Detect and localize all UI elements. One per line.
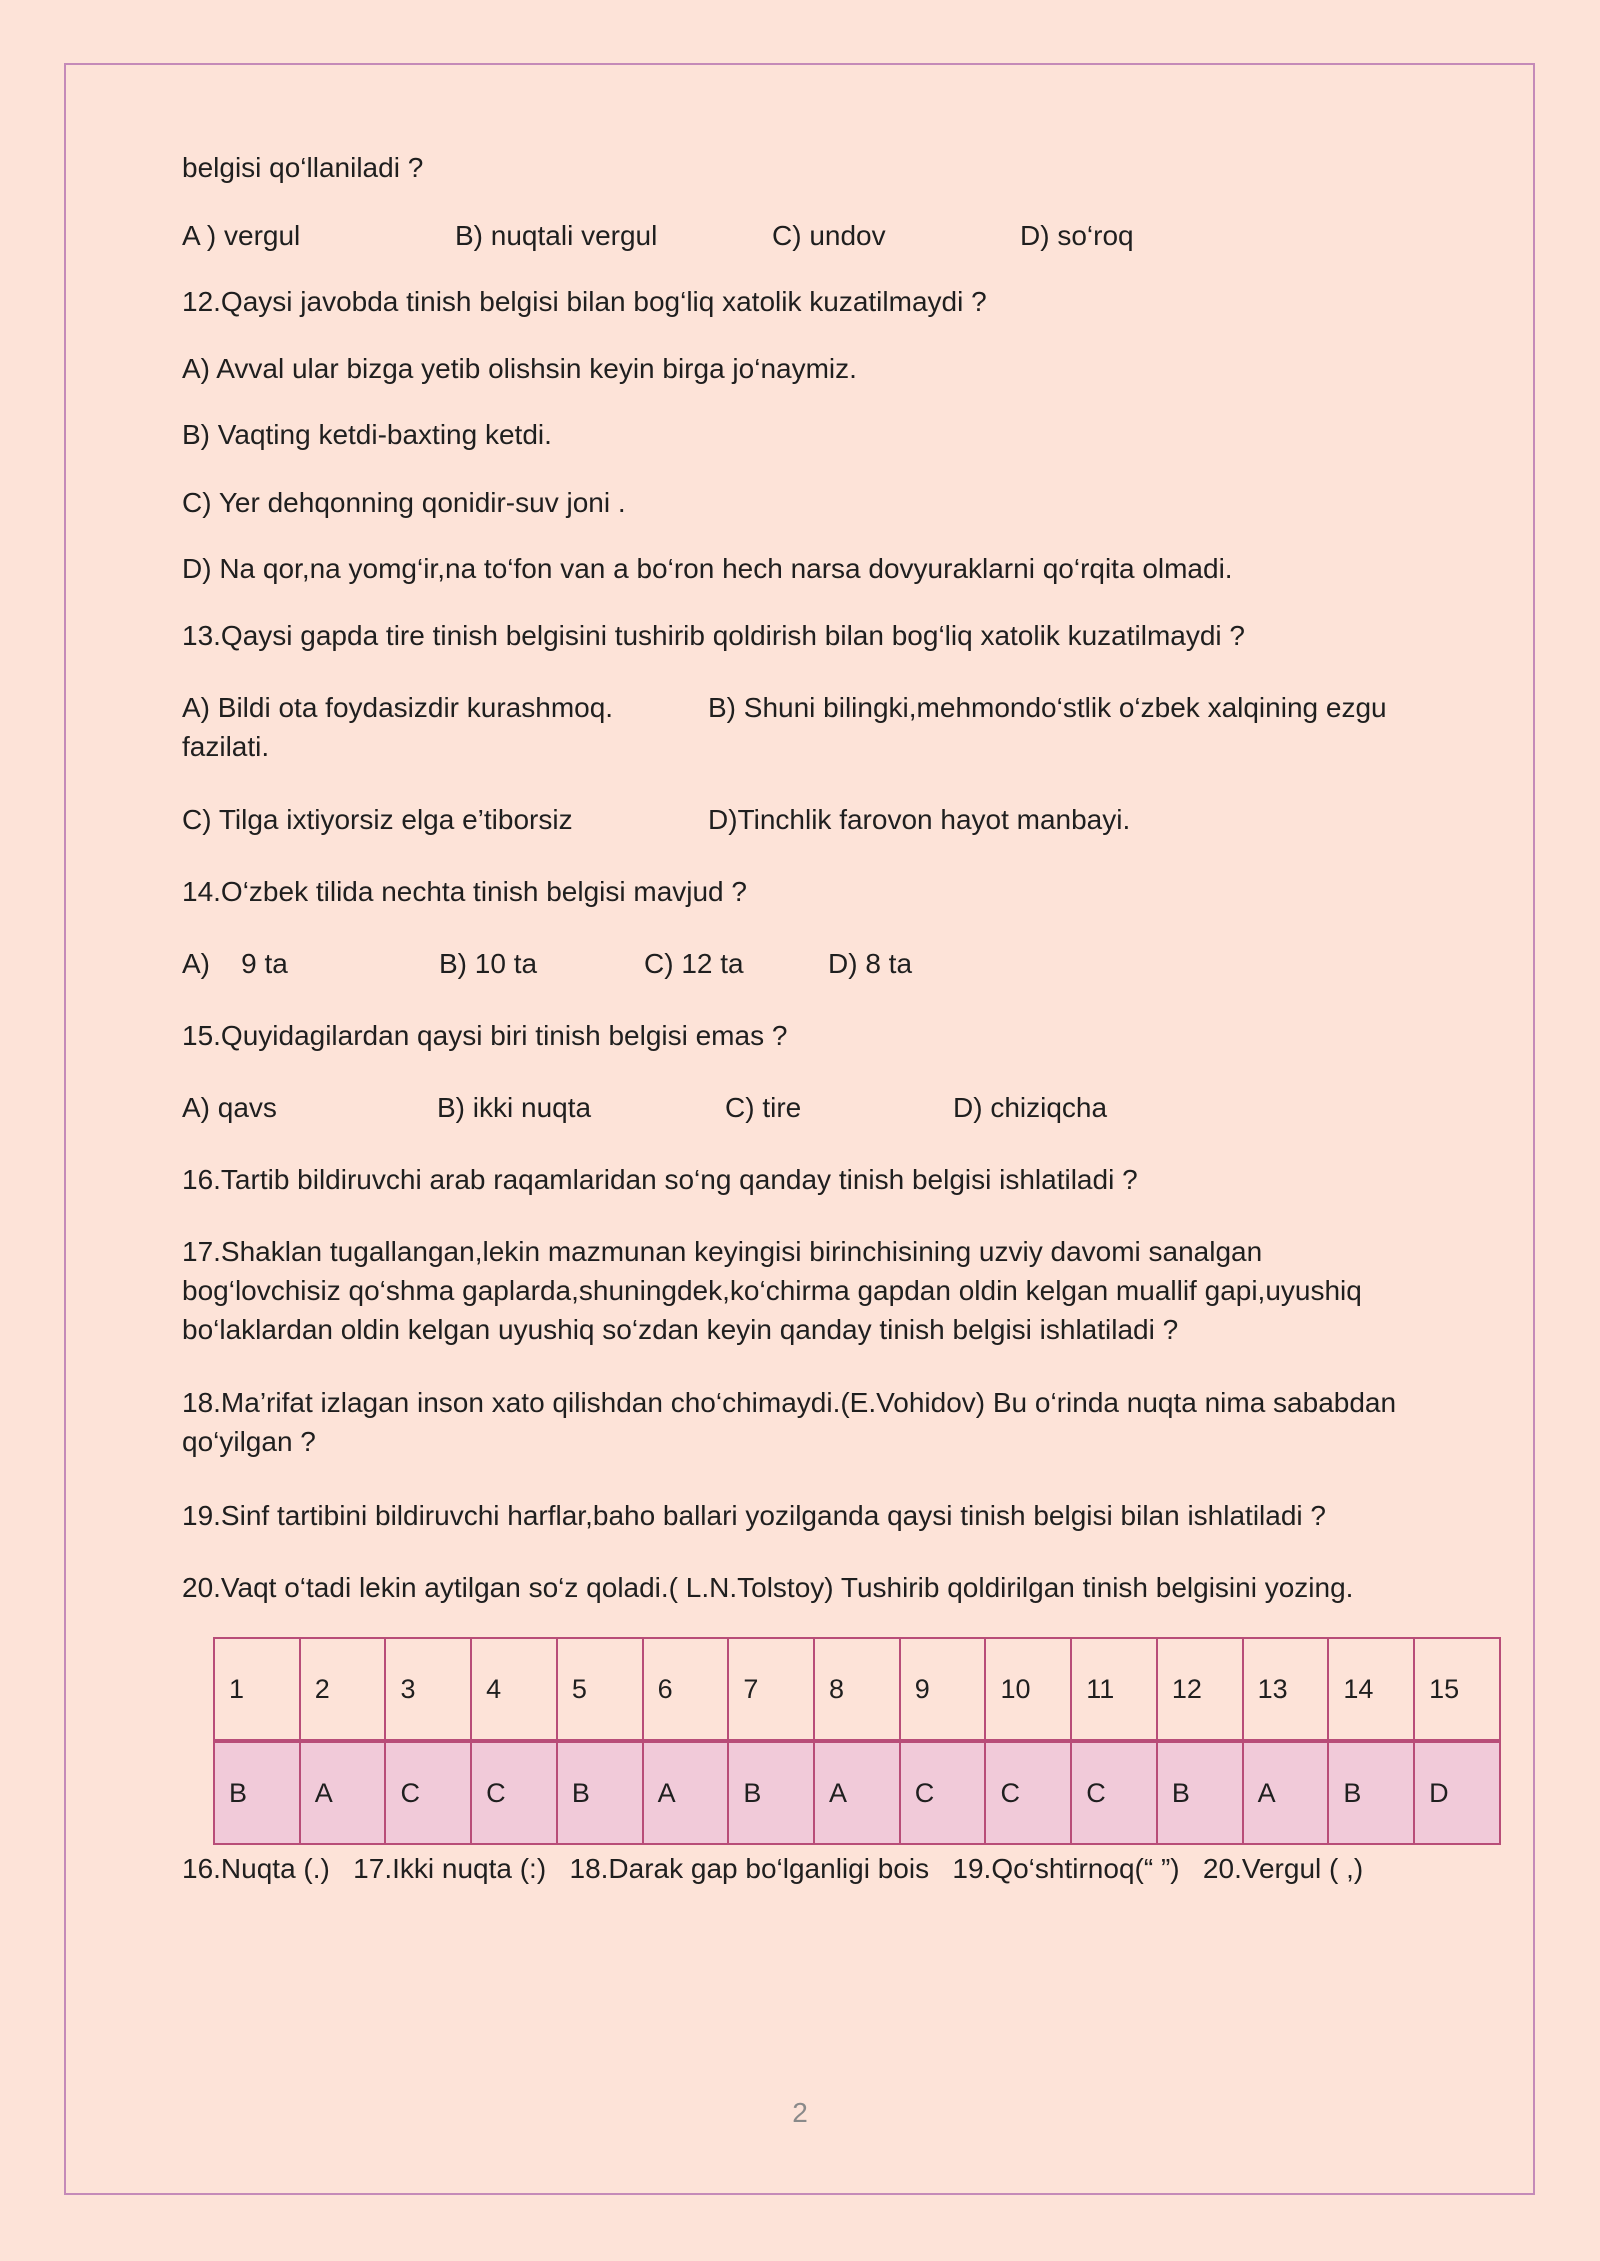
question-17-line-2: bog‘lovchisiz qo‘shma gaplarda,shuningdek,ko‘chirma gapdan oldin kelgan muallif gapi,uyushiq [182, 1275, 1362, 1306]
q14-option-a: A) 9 ta [182, 948, 288, 979]
question-14: 14.O‘zbek tilida nechta tinish belgisi mavjud ? [182, 876, 747, 907]
answer-number-cell: 12 [1157, 1638, 1243, 1741]
answer-number-cell: 14 [1328, 1638, 1414, 1741]
option-c: C) undov [772, 220, 886, 251]
answer-letter-cell: D [1414, 1741, 1500, 1844]
q14-option-d: D) 8 ta [828, 948, 913, 979]
option-b: B) nuqtali vergul [455, 220, 658, 251]
question-17-line-3: bo‘laklardan oldin kelgan uyushiq so‘zdan keyin qanday tinish belgisi ishlatiladi ? [182, 1314, 1179, 1345]
answer-letter-cell: C [385, 1741, 471, 1844]
question-20: 20.Vaqt o‘tadi lekin aytilgan so‘z qoladi.( L.N.Tolstoy) Tushirib qoldirilgan tinish belgisini yozing. [182, 1572, 1354, 1603]
question-18-line-1: 18.Ma’rifat izlagan inson xato qilishdan cho‘chimaydi.(E.Vohidov) Bu o‘rinda nuqta nima sababdan [182, 1387, 1397, 1418]
open-answers: 16.Nuqta (.) 17.Ikki nuqta (:) 18.Darak gap bo‘lganligi bois 19.Qo‘shtirnoq(“ ”) 20.Vergul ( ,) [182, 1853, 1364, 1884]
answer-key-table [213, 1637, 1501, 1845]
answer-number-cell: 1 [214, 1638, 300, 1741]
option-d: D) so‘roq [1020, 220, 1134, 251]
answer-number-cell: 7 [728, 1638, 814, 1741]
question-16: 16.Tartib bildiruvchi arab raqamlaridan so‘ng qanday tinish belgisi ishlatiladi ? [182, 1164, 1138, 1195]
q13-option-d: D)Tinchlik farovon hayot manbayi. [708, 804, 1131, 835]
answer-number-cell: 6 [643, 1638, 729, 1741]
q12-option-b: B) Vaqting ketdi-baxting ketdi. [182, 419, 552, 450]
answer-letter-cell: A [1243, 1741, 1329, 1844]
answer-letter-row [214, 1741, 1500, 1844]
question-19: 19.Sinf tartibini bildiruvchi harflar,baho ballari yozilganda qaysi tinish belgisi bilan ishlatiladi ? [182, 1500, 1326, 1531]
q15-option-b: B) ikki nuqta [437, 1092, 592, 1123]
answer-number-cell: 10 [985, 1638, 1071, 1741]
answer-number-cell: 11 [1071, 1638, 1157, 1741]
answer-letter-cell: B [728, 1741, 814, 1844]
answer-letter-cell: A [300, 1741, 386, 1844]
q15-option-c: C) tire [725, 1092, 802, 1123]
answer-letter-cell: A [643, 1741, 729, 1844]
q12-option-c: C) Yer dehqonning qonidir-suv joni . [182, 487, 626, 518]
answer-letter-cell: B [1328, 1741, 1414, 1844]
answer-number-cell: 13 [1243, 1638, 1329, 1741]
answer-letter-cell: C [985, 1741, 1071, 1844]
question-13: 13.Qaysi gapda tire tinish belgisini tushirib qoldirish bilan bog‘liq xatolik kuzatilmaydi ? [182, 620, 1246, 651]
option-a: A ) vergul [182, 220, 301, 251]
answer-letter-cell: B [1157, 1741, 1243, 1844]
q13-option-c: C) Tilga ixtiyorsiz elga e’tiborsiz [182, 804, 573, 835]
answer-letter-cell: B [214, 1741, 300, 1844]
answer-number-row [214, 1638, 1500, 1741]
answer-number-cell: 9 [900, 1638, 986, 1741]
question-11-tail: belgisi qo‘llaniladi ? [182, 152, 424, 183]
q13-option-b-cont: fazilati. [182, 731, 270, 762]
answer-letter-cell: B [557, 1741, 643, 1844]
q15-option-d: D) chiziqcha [953, 1092, 1108, 1123]
answer-letter-cell: A [814, 1741, 900, 1844]
answer-number-cell: 5 [557, 1638, 643, 1741]
answer-number-cell: 3 [385, 1638, 471, 1741]
question-18-line-2: qo‘yilgan ? [182, 1426, 316, 1457]
answer-number-cell: 15 [1414, 1638, 1500, 1741]
q12-option-a: A) Avval ular bizga yetib olishsin keyin birga jo‘naymiz. [182, 353, 857, 384]
q15-option-a: A) qavs [182, 1092, 277, 1123]
answer-letter-cell: C [900, 1741, 986, 1844]
question-15: 15.Quyidagilardan qaysi biri tinish belgisi emas ? [182, 1020, 788, 1051]
answer-number-cell: 2 [300, 1638, 386, 1741]
page-number: 2 [792, 2097, 808, 2128]
q13-option-b: B) Shuni bilingki,mehmondo‘stlik o‘zbek xalqining ezgu [708, 692, 1387, 723]
question-12: 12.Qaysi javobda tinish belgisi bilan bog‘liq xatolik kuzatilmaydi ? [182, 286, 987, 317]
answer-letter-cell: C [1071, 1741, 1157, 1844]
answer-number-cell: 8 [814, 1638, 900, 1741]
question-17-line-1: 17.Shaklan tugallangan,lekin mazmunan keyingisi birinchisining uzviy davomi sanalgan [182, 1236, 1263, 1267]
q12-option-d: D) Na qor,na yomg‘ir,na to‘fon van a bo‘ron hech narsa dovyuraklarni qo‘rqita olmadi. [182, 553, 1233, 584]
answer-number-cell: 4 [471, 1638, 557, 1741]
answer-letter-cell: C [471, 1741, 557, 1844]
q14-option-b: B) 10 ta [439, 948, 538, 979]
q14-option-c: C) 12 ta [644, 948, 744, 979]
q13-option-a: A) Bildi ota foydasizdir kurashmoq. [182, 692, 614, 723]
